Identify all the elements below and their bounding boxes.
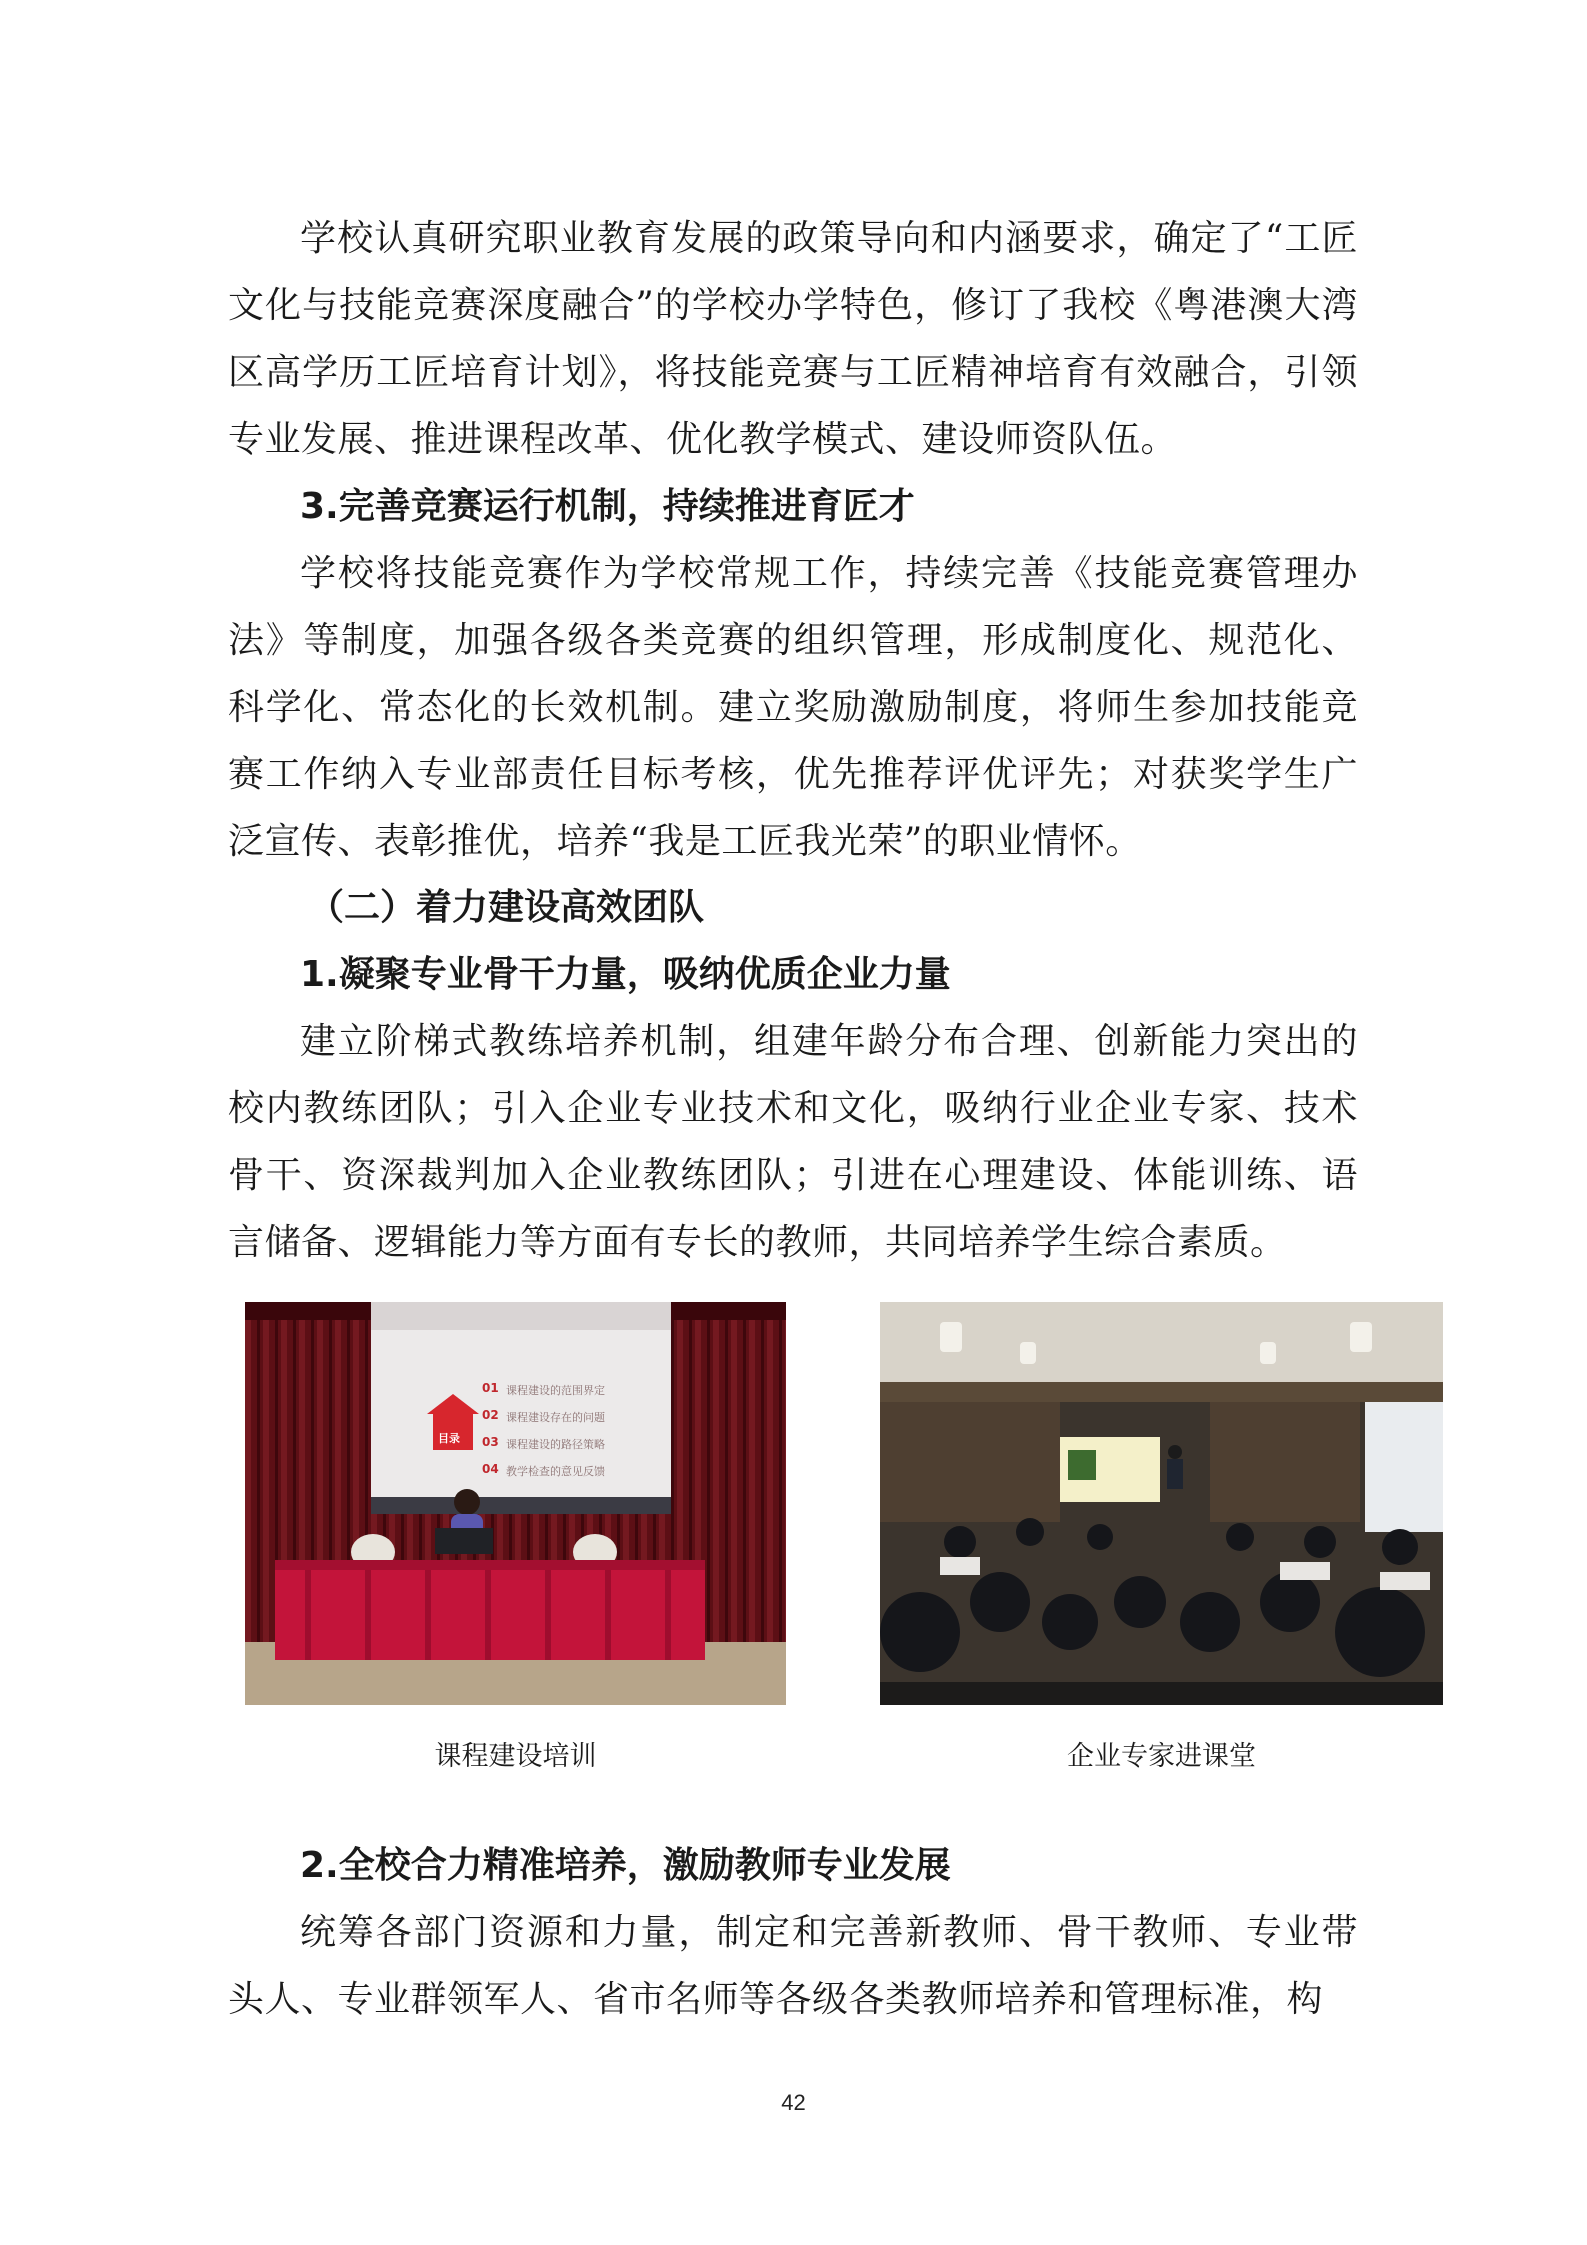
slide-item-number: 03 <box>482 1435 499 1449</box>
paragraph-school-characteristic: 学校认真研究职业教育发展的政策导向和内涵要求，确定了“工匠文化与技能竞赛深度融合”的学校办学特色，修订了我校《粤港澳大湾区高学历工匠培育计划》，将技能竞赛与工匠精神培育有效融合，引领专业发展、推进课程改革、优化教学模式、建设师资队伍。 <box>228 218 1358 460</box>
caption-course-training: 课程建设培训 <box>434 1741 597 1772</box>
caption-enterprise-experts: 企业专家进课堂 <box>1067 1741 1256 1772</box>
page-number: 42 <box>781 2090 806 2115</box>
photo-course-training <box>245 1302 786 1705</box>
paragraph-teacher-training: 统筹各部门资源和力量，制定和完善新教师、骨干教师、专业带头人、专业群领军人、省市名师等各级各类教师培养和管理标准，构 <box>228 1912 1358 2020</box>
photo-enterprise-experts-illustration <box>880 1302 1443 1705</box>
paragraph-coach-team: 建立阶梯式教练培养机制，组建年龄分布合理、创新能力突出的校内教练团队；引入企业专业技术和文化，吸纳行业企业专家、技术骨干、资深裁判加入企业教练团队；引进在心理建设、体能训练、语言储备、逻辑能力等方面有专长的教师，共同培养学生综合素质。 <box>228 1021 1358 1263</box>
heading-professional-backbone: 1.凝聚专业骨干力量，吸纳优质企业力量 <box>300 954 951 995</box>
photo-course-training-illustration <box>245 1302 786 1705</box>
heading-teacher-development: 2.全校合力精准培养，激励教师专业发展 <box>300 1845 951 1886</box>
slide-item-text: 课程建设存在的问题 <box>506 1411 605 1424</box>
paragraph-competition-mechanism: 学校将技能竞赛作为学校常规工作，持续完善《技能竞赛管理办法》等制度，加强各级各类竞赛的组织管理，形成制度化、规范化、科学化、常态化的长效机制。建立奖励激励制度，将师生参加技能竞赛工作纳入专业部责任目标考核，优先推荐评优评先；对获奖学生广泛宣传、表彰推优，培养“我是工匠我光荣”的职业情怀。 <box>228 553 1358 862</box>
photo-enterprise-experts <box>880 1302 1443 1705</box>
heading-competition-mechanism: 3.完善竞赛运行机制，持续推进育匠才 <box>300 486 915 527</box>
section-heading-team: （二）着力建设高效团队 <box>308 887 705 928</box>
slide-item-text: 课程建设的范围界定 <box>506 1384 605 1397</box>
slide-item-number: 02 <box>482 1408 499 1422</box>
slide-contents-label: 目录 <box>438 1432 460 1445</box>
slide-item-text: 课程建设的路径策略 <box>506 1438 605 1451</box>
slide-item-number: 04 <box>482 1462 499 1476</box>
slide-item-text: 教学检查的意见反馈 <box>506 1465 605 1478</box>
slide-item-number: 01 <box>482 1381 499 1395</box>
